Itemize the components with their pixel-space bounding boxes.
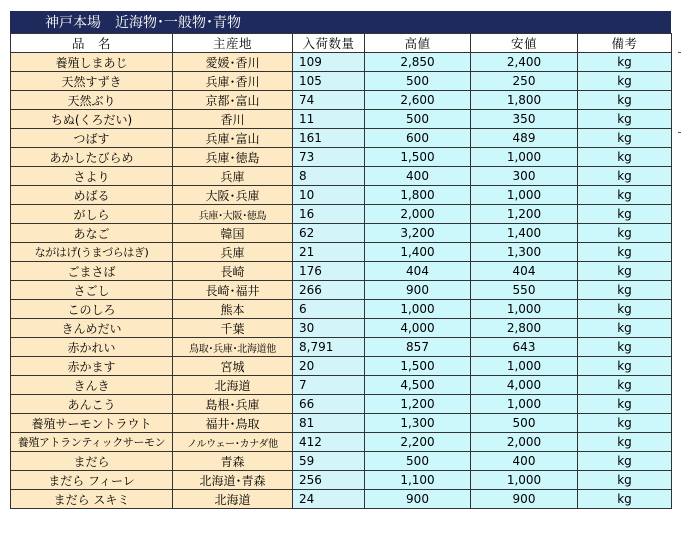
price-sheet bbox=[10, 11, 671, 509]
fish-name-cell: ながはげ(うまづらはぎ) bbox=[11, 243, 173, 262]
fish-name-cell: まだら フィーレ bbox=[11, 471, 173, 490]
low-price-cell: 350 bbox=[471, 110, 578, 129]
table-row bbox=[11, 243, 672, 262]
table-row bbox=[11, 452, 672, 471]
table-row bbox=[11, 186, 672, 205]
origin-cell: 鳥取･兵庫･北海道他 bbox=[173, 338, 293, 357]
fish-name-cell: がしら bbox=[11, 205, 173, 224]
high-price-cell: 3,200 bbox=[365, 224, 471, 243]
low-price-cell: 550 bbox=[471, 281, 578, 300]
table-row bbox=[11, 72, 672, 91]
low-price-cell: 1,000 bbox=[471, 357, 578, 376]
unit-cell: kg bbox=[578, 376, 672, 395]
quantity-cell: 412 bbox=[293, 433, 365, 452]
low-price-cell: 500 bbox=[471, 414, 578, 433]
high-price-cell: 400 bbox=[365, 167, 471, 186]
fish-name-cell: きんき bbox=[11, 376, 173, 395]
low-price-cell: 1,000 bbox=[471, 300, 578, 319]
low-price-cell: 1,200 bbox=[471, 205, 578, 224]
origin-cell: 大阪･兵庫 bbox=[173, 186, 293, 205]
unit-cell: kg bbox=[578, 148, 672, 167]
high-price-cell: 2,600 bbox=[365, 91, 471, 110]
price-table bbox=[10, 33, 672, 509]
unit-cell: kg bbox=[578, 91, 672, 110]
low-price-cell: 900 bbox=[471, 490, 578, 509]
col-header-high: 高値 bbox=[365, 34, 471, 53]
origin-cell: 熊本 bbox=[173, 300, 293, 319]
quantity-cell: 24 bbox=[293, 490, 365, 509]
table-row bbox=[11, 205, 672, 224]
low-price-cell: 2,800 bbox=[471, 319, 578, 338]
table-row bbox=[11, 395, 672, 414]
table-row bbox=[11, 148, 672, 167]
high-price-cell: 857 bbox=[365, 338, 471, 357]
header-row bbox=[11, 34, 672, 53]
fish-name-cell: めばる bbox=[11, 186, 173, 205]
origin-cell: 北海道･青森 bbox=[173, 471, 293, 490]
origin-cell: 島根･兵庫 bbox=[173, 395, 293, 414]
unit-cell: kg bbox=[578, 224, 672, 243]
low-price-cell: 2,400 bbox=[471, 53, 578, 72]
quantity-cell: 59 bbox=[293, 452, 365, 471]
fish-name-cell: ごまさば bbox=[11, 262, 173, 281]
high-price-cell: 404 bbox=[365, 262, 471, 281]
col-header-name: 品 名 bbox=[11, 34, 173, 53]
origin-cell: 宮城 bbox=[173, 357, 293, 376]
high-price-cell: 1,200 bbox=[365, 395, 471, 414]
unit-cell: kg bbox=[578, 262, 672, 281]
low-price-cell: 1,000 bbox=[471, 148, 578, 167]
high-price-cell: 2,200 bbox=[365, 433, 471, 452]
high-price-cell: 500 bbox=[365, 452, 471, 471]
fish-name-cell: まだら bbox=[11, 452, 173, 471]
origin-cell: 長崎･福井 bbox=[173, 281, 293, 300]
quantity-cell: 109 bbox=[293, 53, 365, 72]
origin-cell: 千葉 bbox=[173, 319, 293, 338]
quantity-cell: 266 bbox=[293, 281, 365, 300]
table-row bbox=[11, 129, 672, 148]
quantity-cell: 11 bbox=[293, 110, 365, 129]
unit-cell: kg bbox=[578, 129, 672, 148]
unit-cell: kg bbox=[578, 110, 672, 129]
fish-name-cell: あんこう bbox=[11, 395, 173, 414]
edge-tick-mark bbox=[678, 132, 681, 133]
origin-cell: 香川 bbox=[173, 110, 293, 129]
low-price-cell: 1,300 bbox=[471, 243, 578, 262]
unit-cell: kg bbox=[578, 167, 672, 186]
unit-cell: kg bbox=[578, 452, 672, 471]
low-price-cell: 4,000 bbox=[471, 376, 578, 395]
unit-cell: kg bbox=[578, 433, 672, 452]
high-price-cell: 1,000 bbox=[365, 300, 471, 319]
unit-cell: kg bbox=[578, 414, 672, 433]
high-price-cell: 2,850 bbox=[365, 53, 471, 72]
high-price-cell: 900 bbox=[365, 281, 471, 300]
low-price-cell: 404 bbox=[471, 262, 578, 281]
quantity-cell: 20 bbox=[293, 357, 365, 376]
quantity-cell: 81 bbox=[293, 414, 365, 433]
table-row bbox=[11, 262, 672, 281]
quantity-cell: 30 bbox=[293, 319, 365, 338]
low-price-cell: 1,400 bbox=[471, 224, 578, 243]
fish-name-cell: 赤かます bbox=[11, 357, 173, 376]
high-price-cell: 4,000 bbox=[365, 319, 471, 338]
quantity-cell: 66 bbox=[293, 395, 365, 414]
origin-cell: 北海道 bbox=[173, 490, 293, 509]
col-header-note: 備考 bbox=[578, 34, 672, 53]
fish-name-cell: 天然ぶり bbox=[11, 91, 173, 110]
origin-cell: 北海道 bbox=[173, 376, 293, 395]
low-price-cell: 250 bbox=[471, 72, 578, 91]
fish-name-cell: きんめだい bbox=[11, 319, 173, 338]
fish-name-cell: このしろ bbox=[11, 300, 173, 319]
high-price-cell: 1,500 bbox=[365, 148, 471, 167]
edge-tick-mark bbox=[678, 52, 681, 53]
quantity-cell: 16 bbox=[293, 205, 365, 224]
table-row bbox=[11, 471, 672, 490]
origin-cell: 京都･富山 bbox=[173, 91, 293, 110]
quantity-cell: 21 bbox=[293, 243, 365, 262]
quantity-cell: 8 bbox=[293, 167, 365, 186]
table-row bbox=[11, 357, 672, 376]
table-row bbox=[11, 167, 672, 186]
quantity-cell: 7 bbox=[293, 376, 365, 395]
unit-cell: kg bbox=[578, 72, 672, 91]
origin-cell: 兵庫 bbox=[173, 167, 293, 186]
origin-cell: 兵庫 bbox=[173, 243, 293, 262]
low-price-cell: 300 bbox=[471, 167, 578, 186]
unit-cell: kg bbox=[578, 319, 672, 338]
fish-name-cell: ちぬ(くろだい) bbox=[11, 110, 173, 129]
fish-name-cell: あなご bbox=[11, 224, 173, 243]
high-price-cell: 1,300 bbox=[365, 414, 471, 433]
low-price-cell: 1,800 bbox=[471, 91, 578, 110]
unit-cell: kg bbox=[578, 243, 672, 262]
fish-name-cell: 赤かれい bbox=[11, 338, 173, 357]
origin-cell: ノルウェー･カナダ他 bbox=[173, 433, 293, 452]
quantity-cell: 161 bbox=[293, 129, 365, 148]
origin-cell: 長崎 bbox=[173, 262, 293, 281]
sheet-title-bar bbox=[10, 11, 671, 33]
table-row bbox=[11, 338, 672, 357]
quantity-cell: 74 bbox=[293, 91, 365, 110]
table-row bbox=[11, 281, 672, 300]
quantity-cell: 6 bbox=[293, 300, 365, 319]
fish-name-cell: あかしたびらめ bbox=[11, 148, 173, 167]
unit-cell: kg bbox=[578, 338, 672, 357]
origin-cell: 兵庫･大阪･徳島 bbox=[173, 205, 293, 224]
unit-cell: kg bbox=[578, 53, 672, 72]
low-price-cell: 2,000 bbox=[471, 433, 578, 452]
high-price-cell: 1,800 bbox=[365, 186, 471, 205]
unit-cell: kg bbox=[578, 357, 672, 376]
high-price-cell: 1,100 bbox=[365, 471, 471, 490]
low-price-cell: 1,000 bbox=[471, 471, 578, 490]
high-price-cell: 900 bbox=[365, 490, 471, 509]
low-price-cell: 1,000 bbox=[471, 395, 578, 414]
table-row bbox=[11, 53, 672, 72]
col-header-low: 安値 bbox=[471, 34, 578, 53]
table-row bbox=[11, 414, 672, 433]
fish-name-cell: さごし bbox=[11, 281, 173, 300]
table-row bbox=[11, 91, 672, 110]
category-name: 近海物･一般物･青物 bbox=[115, 15, 241, 31]
fish-name-cell: 養殖サーモントラウト bbox=[11, 414, 173, 433]
low-price-cell: 400 bbox=[471, 452, 578, 471]
quantity-cell: 176 bbox=[293, 262, 365, 281]
unit-cell: kg bbox=[578, 281, 672, 300]
origin-cell: 韓国 bbox=[173, 224, 293, 243]
high-price-cell: 2,000 bbox=[365, 205, 471, 224]
origin-cell: 福井･鳥取 bbox=[173, 414, 293, 433]
fish-name-cell: 天然すずき bbox=[11, 72, 173, 91]
quantity-cell: 105 bbox=[293, 72, 365, 91]
col-header-origin: 主産地 bbox=[173, 34, 293, 53]
table-body bbox=[11, 53, 672, 509]
quantity-cell: 73 bbox=[293, 148, 365, 167]
high-price-cell: 4,500 bbox=[365, 376, 471, 395]
unit-cell: kg bbox=[578, 205, 672, 224]
table-row bbox=[11, 110, 672, 129]
high-price-cell: 500 bbox=[365, 72, 471, 91]
col-header-qty: 入荷数量 bbox=[293, 34, 365, 53]
unit-cell: kg bbox=[578, 395, 672, 414]
origin-cell: 兵庫･徳島 bbox=[173, 148, 293, 167]
unit-cell: kg bbox=[578, 490, 672, 509]
quantity-cell: 62 bbox=[293, 224, 365, 243]
table-row bbox=[11, 300, 672, 319]
origin-cell: 兵庫･富山 bbox=[173, 129, 293, 148]
high-price-cell: 500 bbox=[365, 110, 471, 129]
unit-cell: kg bbox=[578, 471, 672, 490]
fish-name-cell: 養殖アトランティックサーモン bbox=[11, 433, 173, 452]
unit-cell: kg bbox=[578, 186, 672, 205]
market-name: 神戸本場 bbox=[45, 15, 101, 31]
high-price-cell: 600 bbox=[365, 129, 471, 148]
table-row bbox=[11, 319, 672, 338]
table-row bbox=[11, 224, 672, 243]
unit-cell: kg bbox=[578, 300, 672, 319]
low-price-cell: 1,000 bbox=[471, 186, 578, 205]
quantity-cell: 10 bbox=[293, 186, 365, 205]
origin-cell: 愛媛･香川 bbox=[173, 53, 293, 72]
low-price-cell: 643 bbox=[471, 338, 578, 357]
fish-name-cell: 養殖しまあじ bbox=[11, 53, 173, 72]
origin-cell: 青森 bbox=[173, 452, 293, 471]
table-row bbox=[11, 433, 672, 452]
quantity-cell: 8,791 bbox=[293, 338, 365, 357]
low-price-cell: 489 bbox=[471, 129, 578, 148]
quantity-cell: 256 bbox=[293, 471, 365, 490]
fish-name-cell: つばす bbox=[11, 129, 173, 148]
high-price-cell: 1,400 bbox=[365, 243, 471, 262]
fish-name-cell: まだら スキミ bbox=[11, 490, 173, 509]
origin-cell: 兵庫･香川 bbox=[173, 72, 293, 91]
table-row bbox=[11, 490, 672, 509]
high-price-cell: 1,500 bbox=[365, 357, 471, 376]
table-row bbox=[11, 376, 672, 395]
fish-name-cell: さより bbox=[11, 167, 173, 186]
